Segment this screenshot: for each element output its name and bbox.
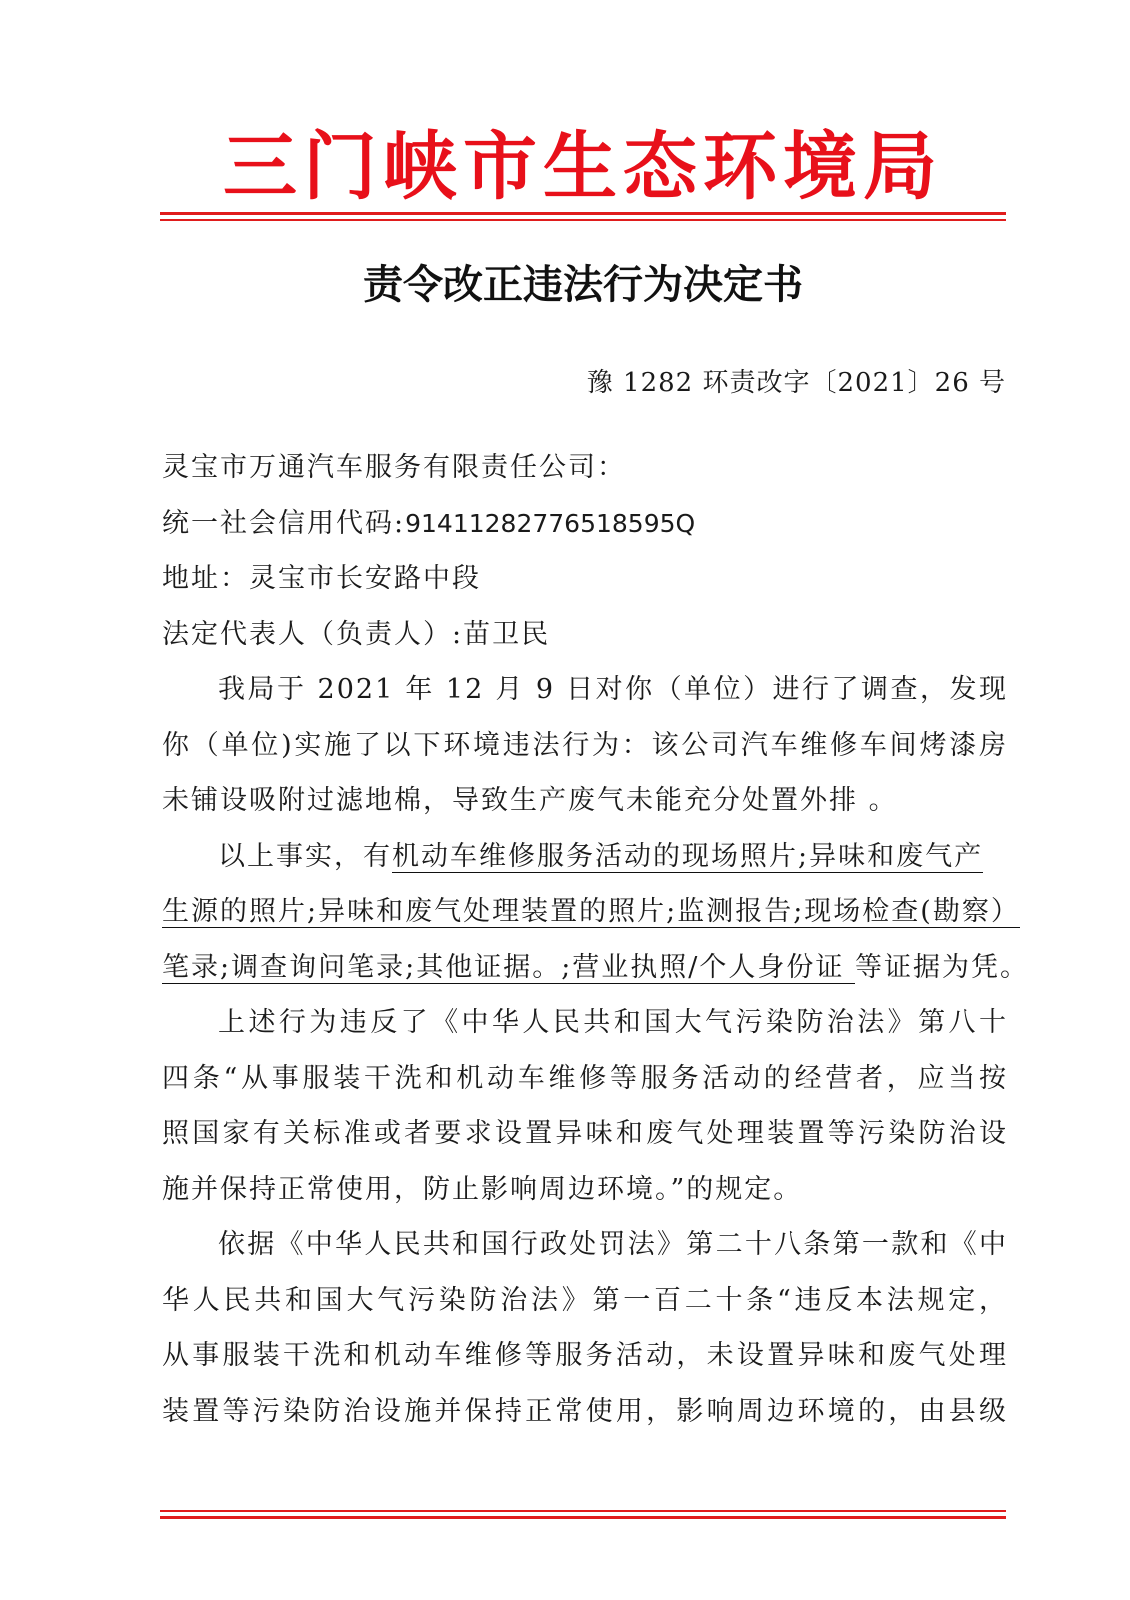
evidence-list-part2: 生源的照片;异味和废气处理装置的照片;监测报告;现场检查(勘察） <box>162 896 1020 927</box>
paragraph3-line: 上述行为违反了《中华人民共和国大气污染防治法》第八十 <box>218 1007 1008 1038</box>
paragraph1-line: 未铺设吸附过滤地棉，导致生产废气未能充分处置外排 。 <box>162 785 898 816</box>
paragraph4-line: 从事服装干洗和机动车维修等服务活动，未设置异味和废气处理 <box>162 1340 1008 1371</box>
paragraph3-line: 照国家有关标准或者要求设置异味和废气处理装置等污染防治设 <box>162 1118 1008 1149</box>
agency-name: 三门峡市生态环境局 <box>223 124 943 210</box>
document-title: 责令改正违法行为决定书 <box>363 261 803 308</box>
paragraph4-line: 华人民共和国大气污染防治法》第一百二十条“违反本法规定， <box>162 1284 1008 1316</box>
evidence-suffix: 等证据为凭。 <box>854 951 1029 983</box>
document-number: 豫 1282 环责改字〔2021〕26 号 <box>586 368 1006 398</box>
recipient-company: 灵宝市万通汽车服务有限责任公司： <box>162 452 626 483</box>
evidence-list-part3: 笔录;调查询问笔录;其他证据。;营业执照/个人身份证 <box>162 951 855 983</box>
credit-code-value: 91411282776518595Q <box>405 508 696 538</box>
evidence-line-1 <box>162 829 1008 885</box>
footer-rule-thin <box>160 1510 1006 1512</box>
legal-representative: 法定代表人（负责人）:苗卫民 <box>162 618 551 650</box>
document-body <box>162 440 1029 1439</box>
recipient-address: 地址：灵宝市长安路中段 <box>162 563 481 594</box>
header-rule <box>160 212 1006 215</box>
paragraph3-line: 四条“从事服装干洗和机动车维修等服务活动的经营者，应当按 <box>162 1062 1008 1094</box>
evidence-prefix: 以上事实，有 <box>218 840 392 872</box>
credit-code-label: 统一社会信用代码: <box>162 507 406 539</box>
paragraph3-line: 施并保持正常使用，防止影响周边环境。”的规定。 <box>162 1173 803 1205</box>
evidence-line-3 <box>162 940 1029 996</box>
paragraph4-line: 装置等污染防治设施并保持正常使用，影响周边环境的，由县级 <box>162 1395 1008 1427</box>
evidence-line-2 <box>162 884 1020 940</box>
paragraph4-line: 依据《中华人民共和国行政处罚法》第二十八条第一款和《中 <box>218 1229 1008 1260</box>
paragraph1-line: 我局于 2021 年 12 月 9 日对你（单位）进行了调查，发现 <box>218 674 1008 705</box>
header-rule-thin <box>160 219 1006 221</box>
paragraph1-line: 你（单位)实施了以下环境违法行为：该公司汽车维修车间烤漆房 <box>162 729 1008 761</box>
footer-rule <box>160 1516 1006 1519</box>
evidence-list-part1: 机动车维修服务活动的现场照片;异味和废气产 <box>392 840 984 872</box>
credit-code-line <box>162 496 1008 552</box>
